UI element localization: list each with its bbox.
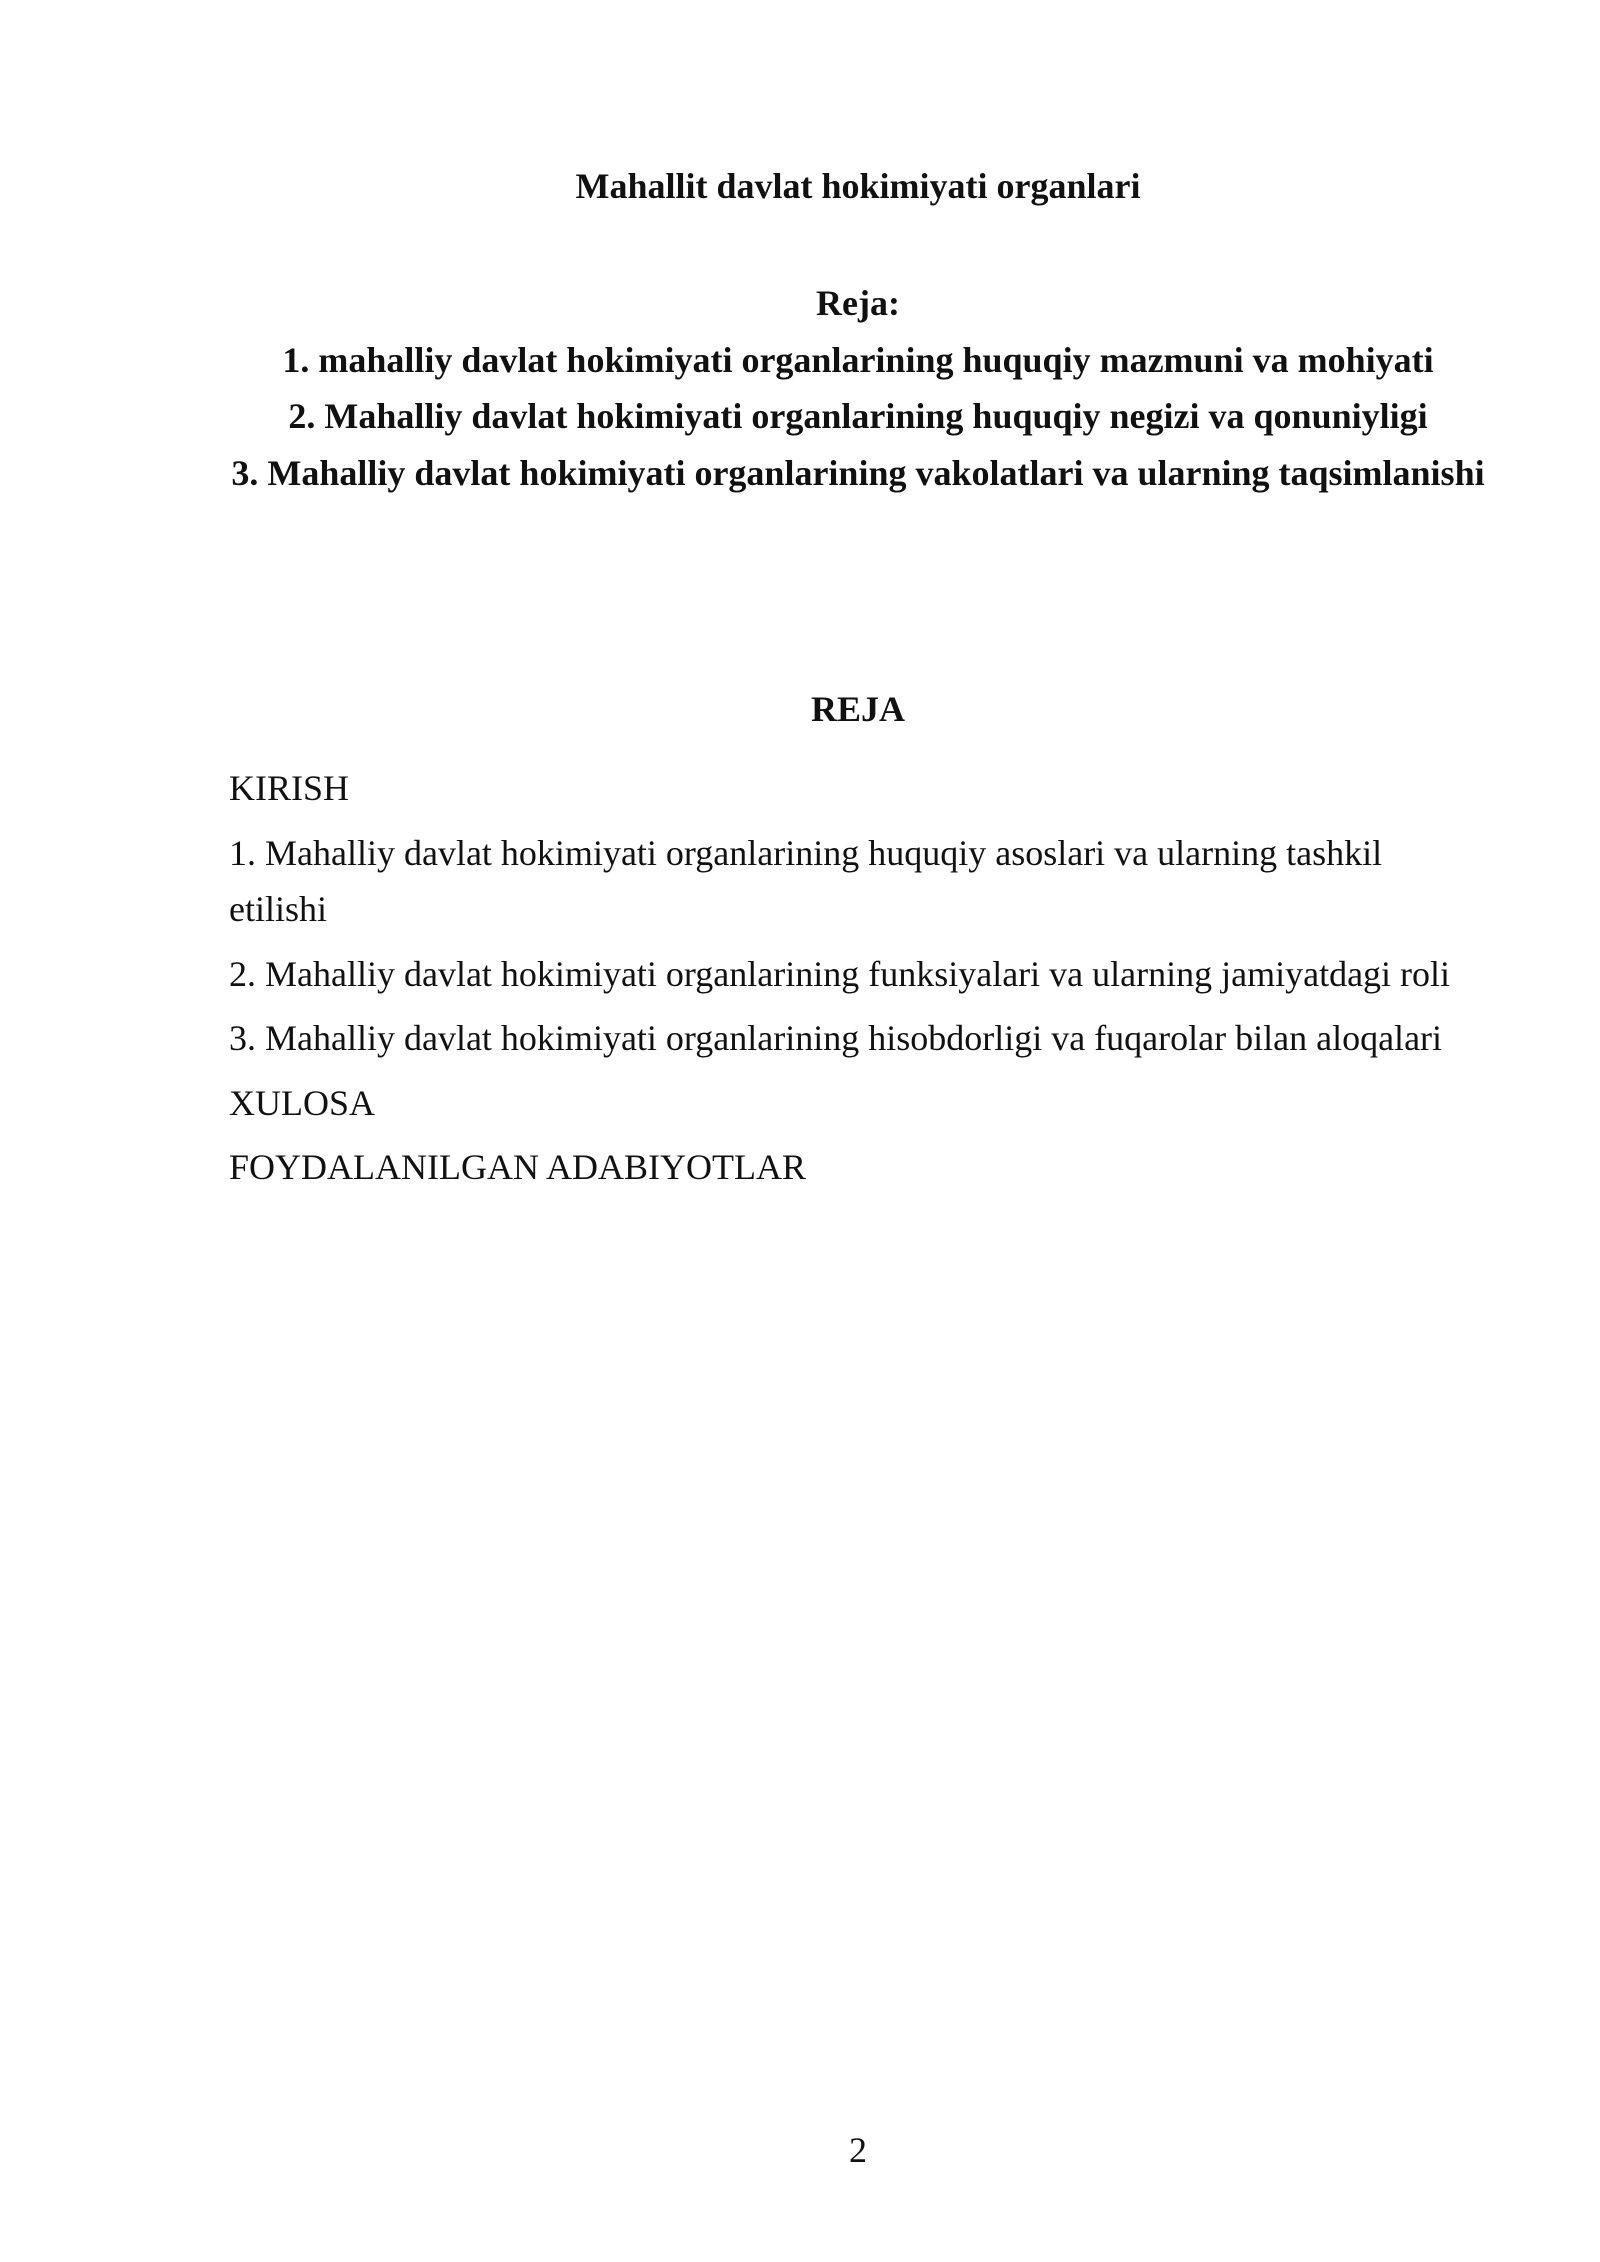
document-title: Mahallit davlat hokimiyati organlari bbox=[575, 166, 1141, 206]
toc-entry-conclusion: XULOSA bbox=[229, 1082, 376, 1123]
page-number: 2 bbox=[849, 2130, 867, 2170]
toc-entry-chapter-2: 2. Mahalliy davlat hokimiyati organlarining funksiyalari va ularning jamiyatdagi roli bbox=[229, 953, 1451, 994]
toc-entry-chapter-3: 3. Mahalliy davlat hokimiyati organlarining hisobdorligi va fuqarolar bilan aloqalari bbox=[229, 1018, 1443, 1058]
plan-section bbox=[230, 275, 1486, 501]
plan-item-1: 1. mahalliy davlat hokimiyati organlarining huquqiy mazmuni va mohiyati bbox=[282, 339, 1434, 380]
plan-heading: Reja: bbox=[816, 283, 900, 323]
toc-entry-intro: KIRISH bbox=[229, 768, 350, 808]
toc-heading: REJA bbox=[810, 689, 905, 729]
toc-entry-chapter-1: 1. Mahalliy davlat hokimiyati organlarining huquqiy asoslari va ularning tashkil etilishi bbox=[229, 832, 1383, 929]
toc-entry-references: FOYDALANILGAN ADABIYOTLAR bbox=[229, 1147, 806, 1187]
plan-item-2: 2. Mahalliy davlat hokimiyati organlarining huquqiy negizi va qonuniyligi bbox=[288, 396, 1428, 436]
plan-item-3: 3. Mahalliy davlat hokimiyati organlarining vakolatlari va ularning taqsimlanishi bbox=[231, 452, 1485, 493]
table-of-contents bbox=[229, 760, 1489, 1204]
